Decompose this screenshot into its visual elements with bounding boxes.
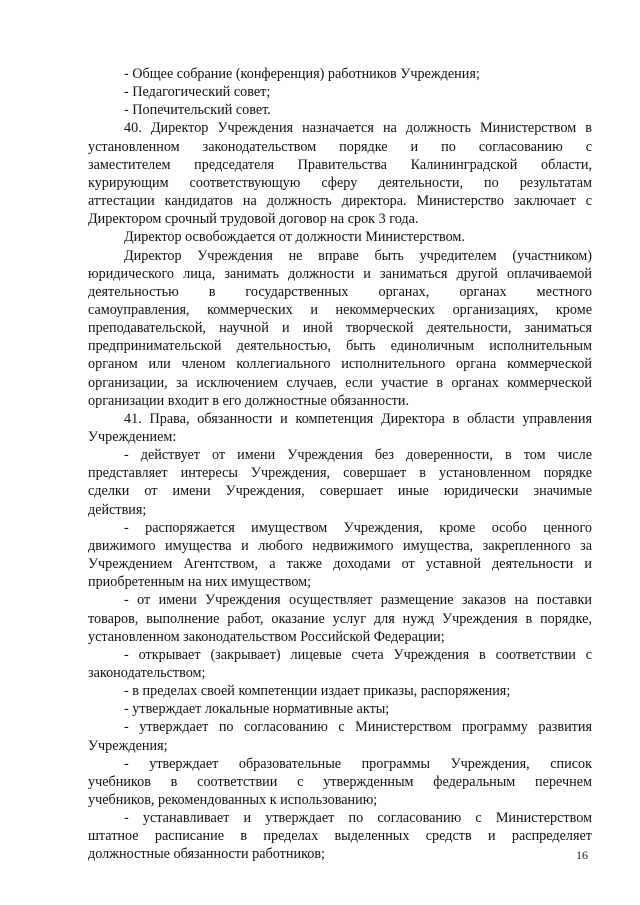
text-line: органом или членом коллегиального исполнительного органа коммерческой [88, 356, 592, 373]
text-line: самоуправления, коммерческих и некоммерческих организациях, кроме [88, 301, 592, 318]
text-line: аттестации кандидатов на должность директора. Министерство заключает с [88, 193, 592, 210]
page-number: 16 [576, 848, 588, 862]
text-line: - Педагогический совет; [124, 84, 271, 101]
text-line: учебников, рекомендованных к использованию; [88, 792, 378, 808]
text-line: Учреждением Агентством, а также доходами от уставной деятельности и [88, 556, 592, 573]
text-line: курирующим соответствующую сферу деятельности, по результатам [88, 174, 592, 191]
text-line: юридического лица, занимать должности и заниматься другой оплачиваемой [88, 265, 592, 282]
text-line: - распоряжается имуществом Учреждения, кроме особо ценного [124, 519, 592, 536]
text-line: Учреждения; [88, 737, 168, 754]
text-line: движимого имущества и любого недвижимого имущества, закрепленного за [88, 537, 592, 554]
text-line: - в пределах своей компетенции издает приказы, распоряжения; [124, 683, 511, 700]
text-line: - действует от имени Учреждения без доверенности, в том числе [124, 447, 592, 464]
text-line: деятельностью в государственных органах, органах местного [88, 283, 592, 300]
text-line: преподавательской, научной и иной творческой деятельности, заниматься [88, 320, 592, 337]
text-line: должностные обязанности работников; [88, 846, 325, 863]
text-line: учебников в соответствии с утвержденным федеральным перечнем [88, 773, 592, 790]
text-line: 41. Права, обязанности и компетенция Директора в области управления [124, 410, 592, 427]
text-line: приобретенным на них имуществом; [88, 574, 312, 591]
text-line: установленном законодательством порядке и по согласованию с [88, 138, 592, 155]
text-line: Директор освобождается от должности Министерством. [124, 229, 465, 246]
text-line: Директором срочный трудовой договор на срок 3 года. [88, 211, 419, 228]
text-line: действия; [88, 501, 147, 518]
text-line: - утверждает по согласованию с Министерством программу развития [124, 719, 592, 736]
text-line: установленном законодательством Российской Федерации; [88, 628, 445, 645]
text-line: - утверждает локальные нормативные акты; [124, 701, 390, 718]
text-line: заместителем председателя Правительства Калининградской области, [88, 156, 592, 173]
text-line: организации, за исключением случаев, если участие в органах коммерческой [88, 374, 592, 391]
text-line: сделки от имени Учреждения, совершает иные юридически значимые [88, 483, 592, 500]
text-line: - Общее собрание (конференция) работников Учреждения; [124, 66, 480, 82]
text-line: предпринимательской деятельностью, быть единоличным исполнительным [88, 338, 592, 355]
text-line: представляет интересы Учреждения, совершает в установленном порядке [88, 465, 592, 482]
text-line: - от имени Учреждения осуществляет размещение заказов на поставки [124, 592, 592, 609]
text-line: Директор Учреждения не вправе быть учредителем (участником) [124, 247, 592, 264]
text-line: Учреждением: [88, 429, 177, 445]
text-line: организации входит в его должностные обязанности. [88, 392, 410, 409]
text-line: - Попечительский совет. [124, 102, 271, 119]
text-line: штатное расписание в пределах выделенных средств и распределяет [88, 828, 592, 845]
text-line: - устанавливает и утверждает по согласованию с Министерством [124, 810, 592, 827]
text-line: - утверждает образовательные программы Учреждения, список [124, 755, 592, 772]
text-line: законодательством; [88, 664, 206, 681]
text-line: товаров, выполнение работ, оказание услуг для нужд Учреждения в порядке, [88, 610, 592, 627]
text-line: 40. Директор Учреждения назначается на должность Министерством в [124, 120, 592, 137]
text-line: - открывает (закрывает) лицевые счета Учреждения в соответствии с [124, 646, 592, 663]
